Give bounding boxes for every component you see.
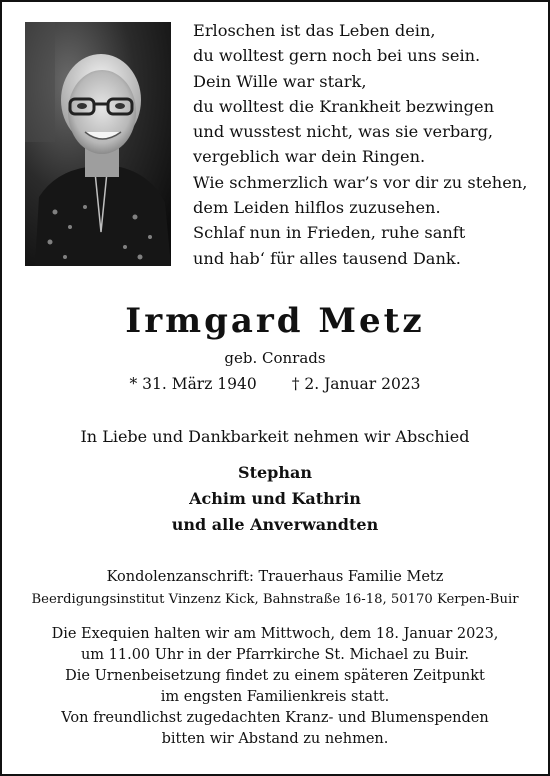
service-line: bitten wir Abstand zu nehmen. [161,731,389,747]
mourner: Achim und Kathrin [189,489,361,508]
death-date: † 2. Januar 2023 [291,375,421,393]
service-information [2,624,548,750]
poem-line: du wolltest die Krankheit bezwingen [193,96,495,116]
birth-date: * 31. März 1940 [129,375,257,393]
poem-line: vergeblich war dein Ringen. [193,147,426,167]
portrait-photo [25,22,171,266]
maiden-name: geb. Conrads [224,349,326,367]
memorial-poem [193,18,538,271]
mourner: und alle Anverwandten [171,515,379,534]
deceased-name: Irmgard Metz [125,301,425,341]
poem-line: dem Leiden hilflos zuzusehen. [193,198,441,218]
poem-line: du wolltest gern noch bei uns sein. [193,46,481,66]
poem-line: Erloschen ist das Leben dein, [193,21,436,40]
poem-line: und hab‘ für alles tausend Dank. [193,248,461,268]
mourners-list [2,460,548,538]
poem-line: Schlaf nun in Frieden, ruhe sanft [193,223,466,243]
portrait-image [25,22,171,266]
farewell-line: In Liebe und Dankbarkeit nehmen wir Abschied [80,427,470,446]
service-line: Die Exequien halten wir am Mittwoch, dem 18. Januar 2023, [51,626,499,642]
poem-line: Dein Wille war stark, [193,71,367,91]
service-line: Die Urnenbeisetzung findet zu einem späteren Zeitpunkt [65,668,485,684]
mourner: Stephan [238,463,312,482]
funeral-home-address: Beerdigungsinstitut Vinzenz Kick, Bahnstraße 16-18, 50170 Kerpen-Buir [31,592,519,607]
condolence-address: Kondolenzanschrift: Trauerhaus Familie Metz [106,569,444,585]
poem-line: Wie schmerzlich war’s vor dir zu stehen, [193,172,528,192]
poem-line: und wusstest nicht, was sie verbarg, [193,122,494,142]
life-dates [2,373,548,395]
service-line: Von freundlichst zugedachten Kranz- und Blumenspenden [61,710,489,726]
service-line: um 11.00 Uhr in der Pfarrkirche St. Michael zu Buir. [80,647,470,663]
service-line: im engsten Familienkreis statt. [160,689,390,705]
